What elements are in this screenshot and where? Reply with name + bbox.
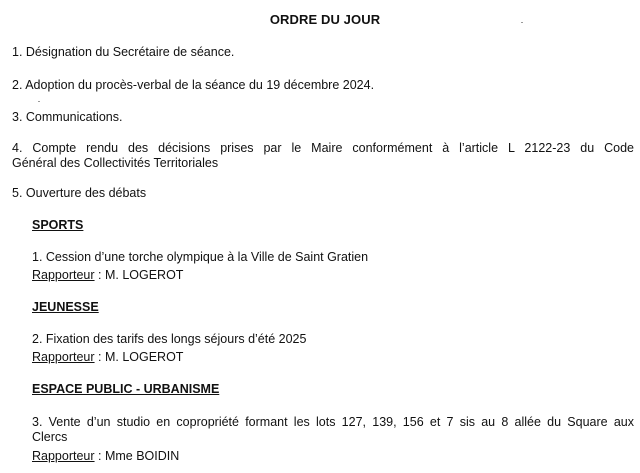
section-item-sports: 1. Cession d’une torche olympique à la Ville de Saint Gratien bbox=[32, 250, 369, 264]
rapporteur-label: Rapporteur bbox=[32, 268, 95, 282]
rapporteur-value: : M. LOGEROT bbox=[94, 350, 184, 364]
agenda-item-5: 5. Ouverture des débats bbox=[12, 186, 147, 200]
page-title: ORDRE DU JOUR bbox=[269, 12, 381, 27]
scan-speck bbox=[521, 22, 523, 23]
section-item-espace-public-line-2: Clercs bbox=[32, 430, 68, 444]
rapporteur-line-sports bbox=[32, 268, 634, 283]
section-item-jeunesse: 2. Fixation des tarifs des longs séjours d’été 2025 bbox=[32, 332, 307, 346]
agenda-item-4-line-1: 4. Compte rendu des décisions prises par le Maire conformément à l’article L 2122-23 du Code bbox=[12, 141, 634, 155]
section-heading-sports: SPORTS bbox=[32, 218, 84, 232]
section-heading-jeunesse: JEUNESSE bbox=[32, 300, 99, 314]
rapporteur-value: : M. LOGEROT bbox=[94, 268, 184, 282]
rapporteur-line-jeunesse bbox=[32, 350, 634, 365]
agenda-item-1: 1. Désignation du Secrétaire de séance. bbox=[12, 45, 235, 59]
scan-speck bbox=[38, 101, 40, 102]
rapporteur-value: : Mme BOIDIN bbox=[94, 449, 180, 463]
rapporteur-label: Rapporteur bbox=[32, 350, 95, 364]
agenda-item-2: 2. Adoption du procès-verbal de la séance du 19 décembre 2024. bbox=[12, 78, 375, 92]
rapporteur-label: Rapporteur bbox=[32, 449, 95, 463]
agenda-item-3: 3. Communications. bbox=[12, 110, 123, 124]
rapporteur-line-espace-public bbox=[32, 449, 634, 464]
section-item-espace-public bbox=[32, 415, 634, 445]
section-item-espace-public-line-1: 3. Vente d’un studio en copropriété formant les lots 127, 139, 156 et 7 sis au 8 allée du Square aux bbox=[32, 415, 634, 429]
agenda-item-4-line-2: Général des Collectivités Territoriales bbox=[12, 156, 219, 170]
agenda-item-4 bbox=[12, 141, 634, 171]
section-heading-espace-public: ESPACE PUBLIC - URBANISME bbox=[32, 382, 220, 396]
